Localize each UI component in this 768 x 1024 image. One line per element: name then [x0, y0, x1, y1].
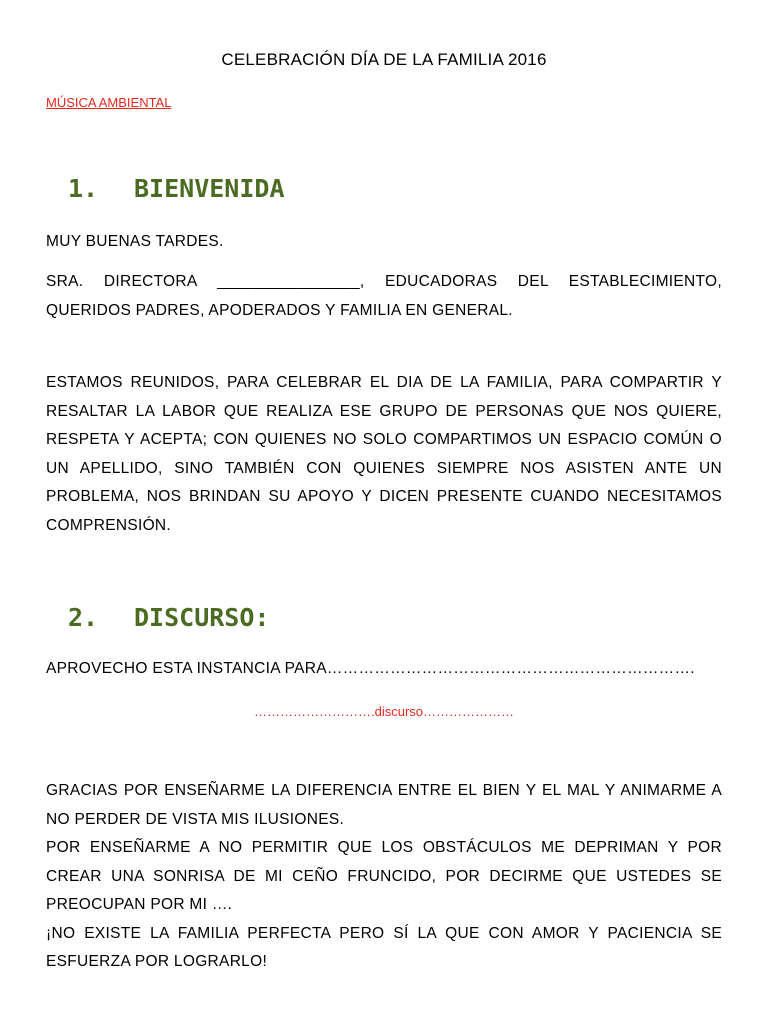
closing-line: GRACIAS POR ENSEÑARME LA DIFERENCIA ENTRE EL BIEN Y EL MAL Y ANIMARME A NO PERDER DE VISTA MIS ILUSIONES.: [46, 782, 722, 828]
document-title: CELEBRACIÓN DÍA DE LA FAMILIA 2016: [221, 50, 547, 69]
closing-line: POR ENSEÑARME A NO PERMITIR QUE LOS OBSTÁCULOS ME DEPRIMAN Y POR CREAR UNA SONRISA DE MI CEÑO FRUNCIDO, POR DECIRME QUE USTEDES SE PREOCUPAN POR MI ….: [46, 839, 722, 913]
greeting-paragraph: MUY BUENAS TARDES.: [46, 233, 224, 250]
addressees-paragraph: SRA. DIRECTORA ________________, EDUCADORAS DEL ESTABLECIMIENTO, QUERIDOS PADRES, APODERADOS Y FAMILIA EN GENERAL.: [46, 273, 722, 319]
speech-placeholder: ……………………….discurso…………………: [253, 704, 515, 719]
closing-paragraph: [46, 777, 722, 977]
closing-line: ¡NO EXISTE LA FAMILIA PERFECTA PERO SÍ LA QUE CON AMOR Y PACIENCIA SE ESFUERZA POR LOGRARLO!: [46, 924, 722, 970]
welcome-body-paragraph: ESTAMOS REUNIDOS, PARA CELEBRAR EL DIA DE LA FAMILIA, PARA COMPARTIR Y RESALTAR LA LABOR QUE REALIZA ESE GRUPO DE PERSONAS QUE NOS QUIERE, RESPETA Y ACEPTA; CON QUIENES NO SOLO COMPARTIMOS UN ESPACIO COMÚN O UN APELLIDO, SINO TAMBIÉN CON QUIENES SIEMPRE NOS ASISTEN ANTE UN PROBLEMA, NOS BRINDAN SU APOYO Y DICEN PRESENTE CUANDO NECESITAMOS COMPRENSIÓN.: [46, 374, 722, 534]
section-number: 1.: [68, 174, 99, 203]
section-heading-bienvenida: [68, 174, 285, 203]
section-title: BIENVENIDA: [134, 174, 285, 203]
music-note: MÚSICA AMBIENTAL: [46, 95, 172, 110]
section-title: DISCURSO:: [134, 603, 270, 632]
speech-intro-paragraph: APROVECHO ESTA INSTANCIA PARA…………………………………………………………….: [46, 660, 695, 677]
section-number: 2.: [68, 603, 99, 632]
section-heading-discurso: [68, 603, 269, 632]
